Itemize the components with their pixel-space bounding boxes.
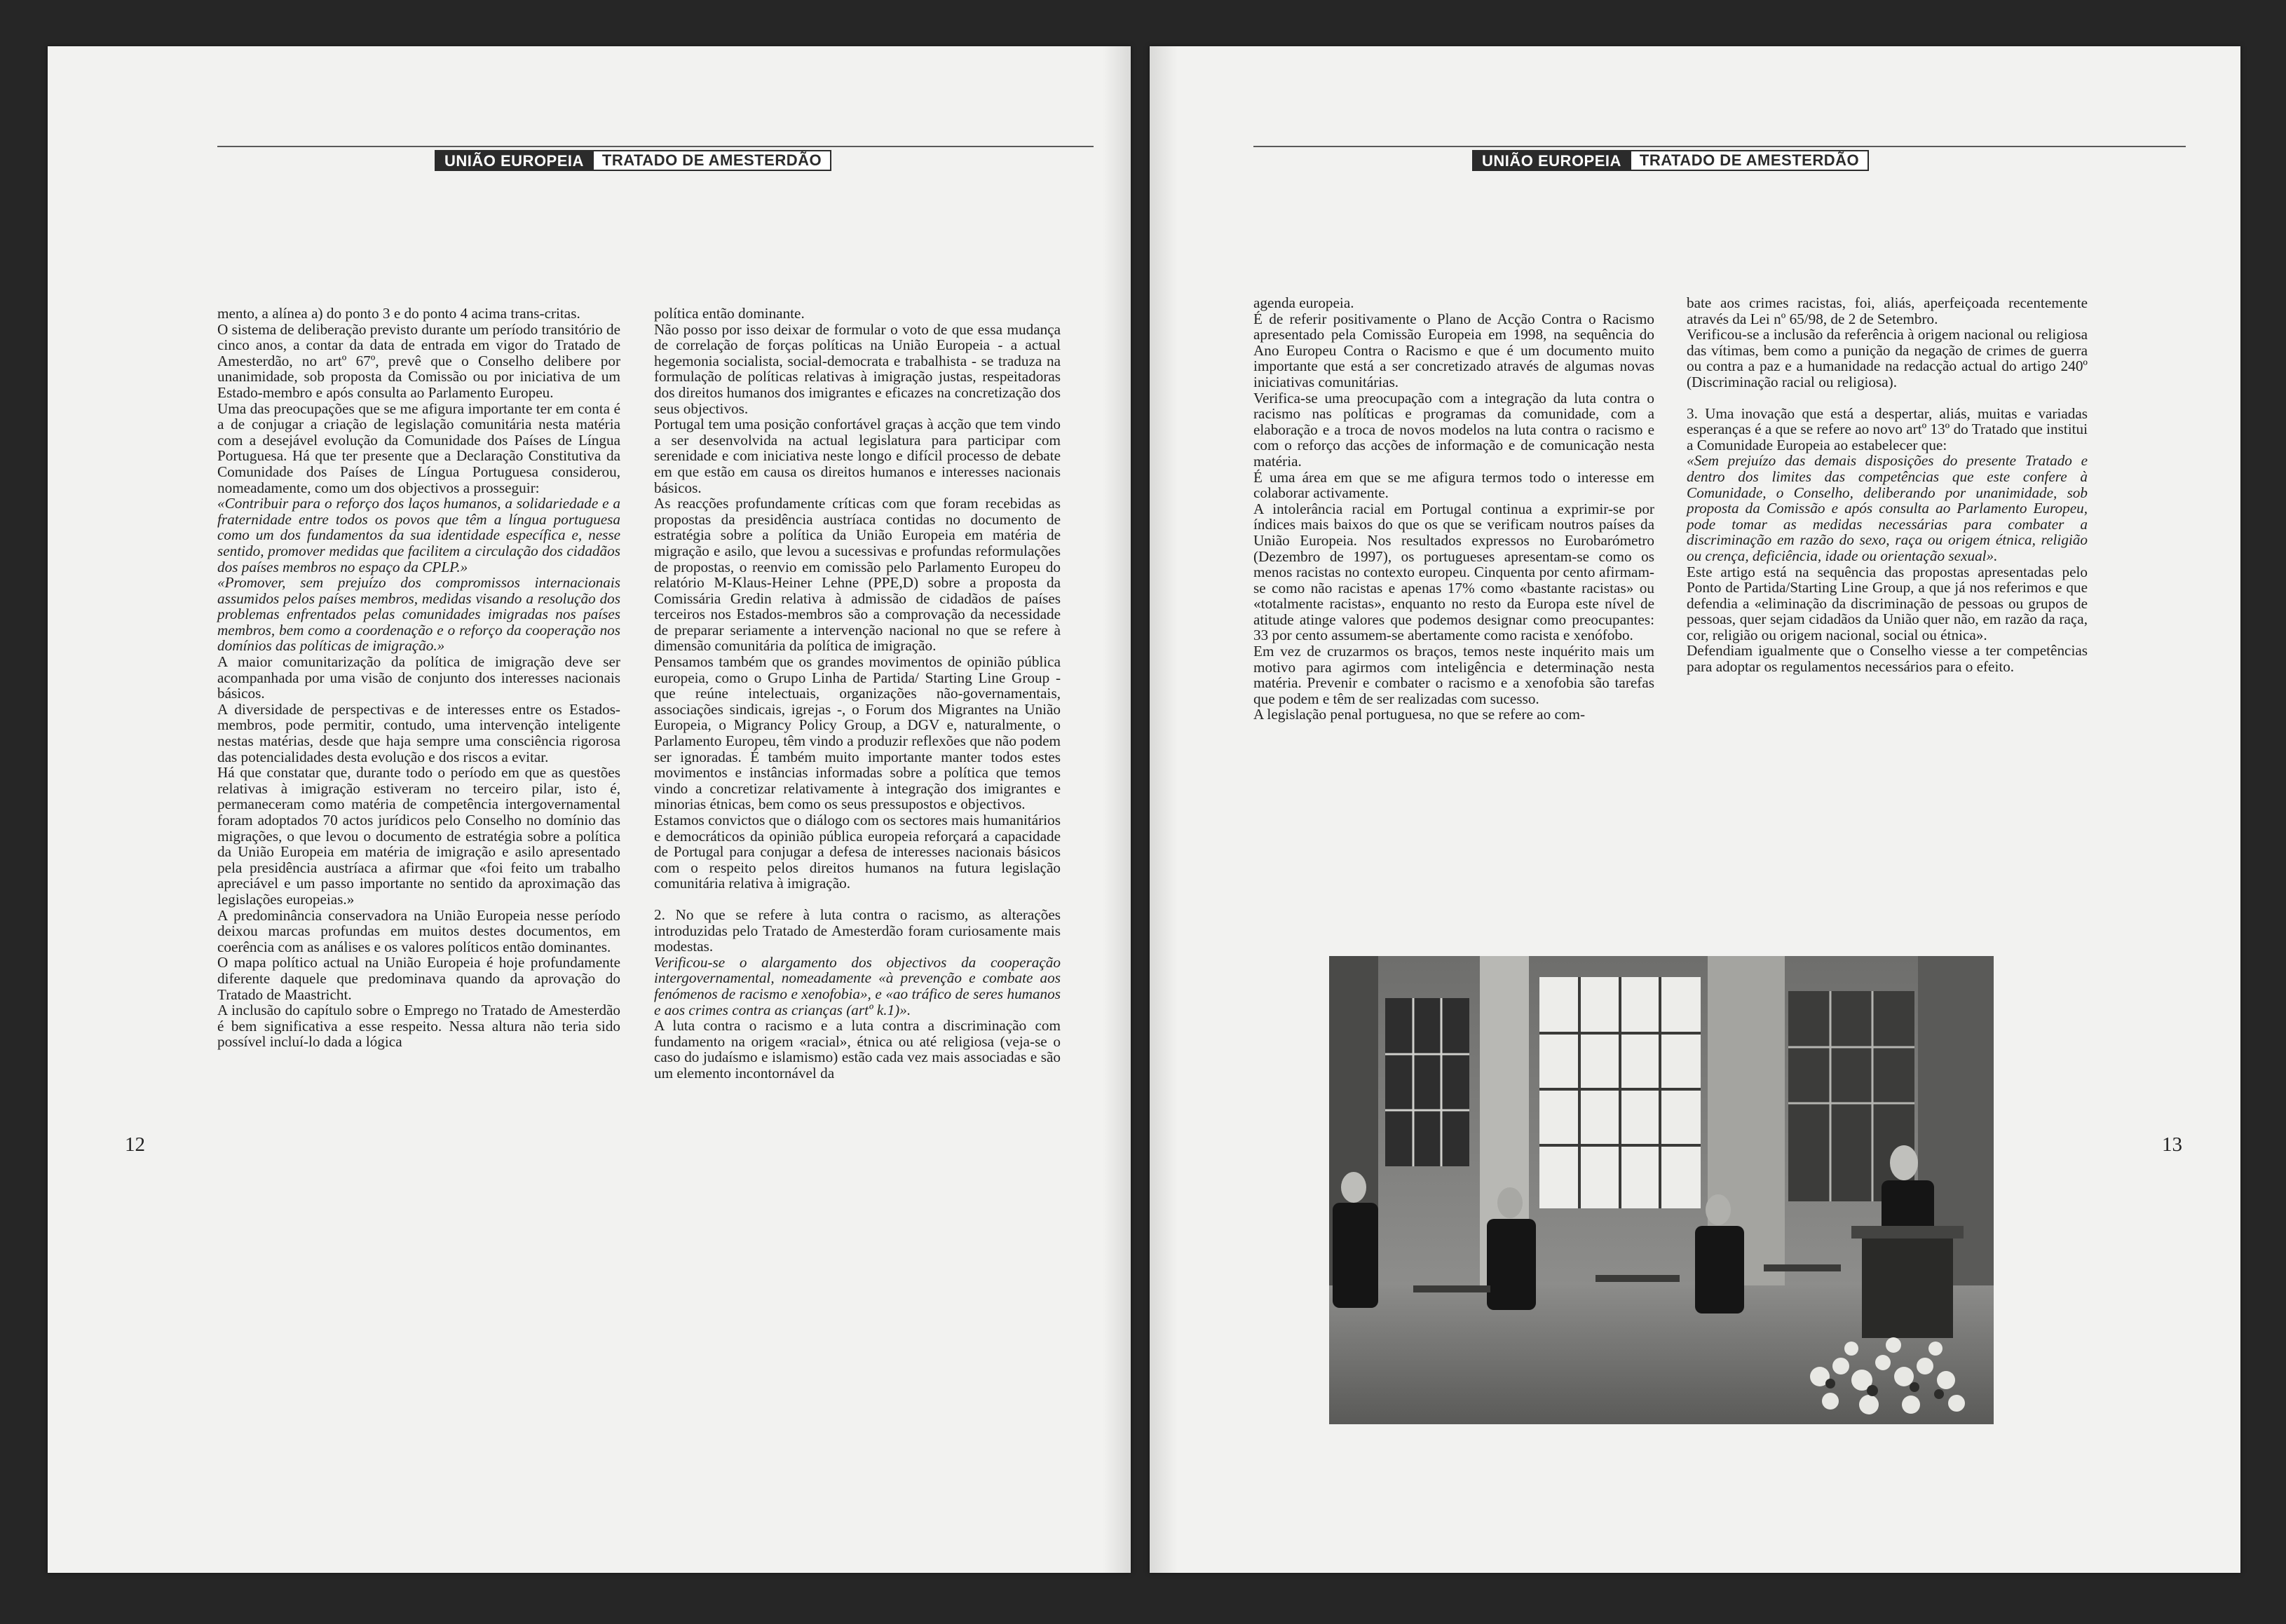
left-column-2 (654, 306, 1061, 1081)
paragraph: «Sem prejuízo das demais disposições do presente Tratado e dentro dos limites das competências que este confere à Comunidade, o Conselho, deliberando por unanimidade, sob proposta da Comissão e após consulta ao Parlamento Europeu, pode tomar as medidas necessárias para combater a discriminação em razão do sexo, raça ou origem étnica, religião ou crença, deficiência, idade ou orientação sexual». (1687, 452, 2088, 564)
paragraph: Portugal tem uma posição confortável graças à acção que tem vindo a ser desenvolvida na actual legislatura para participar com serenidade e com iniciativa neste longo e difícil processo de debate em que estão em causa os direitos humanos e interesses nacionais básicos. (654, 416, 1061, 496)
paragraph: A maior comunitarização da política de imigração deve ser acompanhada por uma visão de conjunto dos interesses nacionais básicos. (217, 653, 620, 702)
paragraph: política então dominante. (654, 305, 805, 322)
running-header (435, 150, 831, 171)
paragraph: Verificou-se a inclusão da referência à origem nacional ou religiosa das vítimas, bem como a punição da negação de crimes de guerra ou contra a paz e a humanidade na redacção actual do artigo 240º (Discriminação racial ou religiosa). (1687, 326, 2088, 390)
paragraph: Defendiam igualmente que o Conselho viesse a ter competências para adoptar os regulamentos necessários para o efeito. (1687, 642, 2088, 676)
paragraph: 2. No que se refere à luta contra o racismo, as alterações introduzidas pelo Tratado de Amesterdão foram curiosamente mais modestas. (654, 906, 1061, 955)
bleed-through (608, 243, 622, 299)
left-column-1 (217, 306, 620, 1050)
left-page (48, 46, 1131, 1573)
paragraph: A inclusão do capítulo sobre o Emprego no Tratado de Amesterdão é bem significativa a esse respeito. Nessa altura não teria sido possível incluí-lo dada a lógica (217, 1002, 620, 1051)
header-section: UNIÃO EUROPEIA (435, 150, 594, 171)
paragraph: Pensamos também que os grandes movimentos de opinião pública europeia, como o Grupo Linha de Partida/ Starting Line Group - que reúne intelectuais, organizações não-governamentais, associações sindicais, igrejas -, o Forum dos Migrantes na União Europeia, o Migrancy Policy Group, a DGV e, naturalmente, o Parlamento Europeu, têm vindo a produzir reflexões que não podem ser ignoradas. É também muito importante manter todos estes movimentos e instâncias informadas sobre a política que temos vindo a concretizar relativamente à integração dos imigrantes e minorias étnicas, bem como os seus pressupostos e objectivos. (654, 653, 1061, 813)
header-rule (1253, 146, 2186, 147)
paragraph: 3. Uma inovação que está a despertar, aliás, muitas e variadas esperanças é a que se refere ao novo artº 13º do Tratado que institui a Comunidade Europeia ao estabelecer que: (1687, 404, 2088, 453)
header-rule (217, 146, 1094, 147)
paragraph: A luta contra o racismo e a luta contra a discriminação com fundamento na origem «racial», étnica ou até religiosa (veja-se o caso do judaísmo e islamismo) estão cada vez mais associadas e são um elemento incontornável da (654, 1017, 1061, 1081)
paragraph: Verificou-se o alargamento dos objectivos da cooperação intergovernamental, nomeadamente «à prevenção e combate aos fenómenos de racismo e xenofobia», e «ao tráfico de seres humanos e aos crimes contra as crianças (artº k.1)». (654, 953, 1061, 1018)
paragraph: Não posso por isso deixar de formular o voto de que essa mudança de correlação de forças políticas na União Europeia - a actual hegemonia socialista, social-democrata e trabalhista - se traduza na formulação de políticas relativas à imigração justas, respeitadoras dos direitos humanos dos imigrantes e eficazes na concretização dos seus objectivos. (654, 320, 1061, 417)
header-topic: TRATADO DE AMESTERDÃO (1631, 150, 1869, 171)
paragraph: mento, a alínea a) do ponto 3 e do ponto 4 acima trans-critas. (217, 305, 580, 322)
paragraph: Em vez de cruzarmos os braços, temos neste inquérito mais um motivo para agirmos com inteligência e determinação nesta matéria. Prevenir e combater o racismo e a xenofobia são tarefas que podem e têm de ser realizadas com sucesso. (1253, 643, 1654, 707)
paragraph: Uma das preocupações que se me afigura importante ter em conta é a de conjugar a criação de legislação comunitária nesta matéria com a desejável evolução da Comunidade dos Países de Língua Portuguesa. Há que ter presente que a Declaração Constitutiva da Comunidade dos Países de Língua Portuguesa considerou, nomeadamente, como um dos objectivos a prosseguir: (217, 400, 620, 496)
paragraph: O sistema de deliberação previsto durante um período transitório de cinco anos, a contar da data de entrada em vigor do Tratado de Amesterdão, no artº 67º, prevê que o Conselho delibere por unanimidade, sob proposta da Comissão ou por iniciativa de um Estado-membro e após consulta ao Parlamento Europeu. (217, 320, 620, 401)
running-header (1472, 150, 1869, 171)
paragraph: A legislação penal portuguesa, no que se refere ao com- (1253, 706, 1585, 723)
right-column-1 (1253, 295, 1654, 723)
photo-illustration (1329, 956, 1994, 1424)
header-topic: TRATADO DE AMESTERDÃO (594, 150, 831, 171)
paragraph: A predominância conservadora na União Europeia nesse período deixou marcas profundas em muitos destes documentos, em coerência com as análises e os valores políticos então dominantes. (217, 906, 620, 955)
paragraph: O mapa político actual na União Europeia é hoje profundamente diferente daquele que predominava quando da aprovação do Tratado de Maastricht. (217, 954, 620, 1003)
spine-shadow (1103, 46, 1131, 1573)
page-number: 13 (2162, 1133, 2182, 1156)
paragraph: «Promover, sem prejuízo dos compromissos internacionais assumidos pelos países membros, medidas visando a resolução dos problemas enfrentados pelas comunidades imigradas nos países membros, bem como a coordenação e o reforço da cooperação nos domínios das políticas de imigração.» (217, 574, 620, 655)
spine-shadow (1150, 46, 1178, 1573)
paragraph: Há que constatar que, durante todo o período em que as questões relativas à imigração estiveram no terceiro pilar, isto é, permaneceram como matéria de competência intergovernamental foram adoptados 70 actos jurídicos pelo Conselho no domínio das migrações, o que levou o documento de estratégia sobre a política da União Europeia em matéria de imigração e asilo apresentado pela presidência austríaca a afirmar que «foi feito um trabalho apreciável e um passo importante no sentido da aproximação das legislações europeias.» (217, 764, 620, 908)
paragraph: É de referir positivamente o Plano de Acção Contra o Racismo apresentado pela Comissão Europeia em 1998, na sequência do Ano Europeu Contra o Racismo e que é um documento muito importante que está a ser concretizado através de algumas novas iniciativas comunitárias. (1253, 310, 1654, 390)
paragraph: bate aos crimes racistas, foi, aliás, aperfeiçoada recentemente através da Lei nº 65/98, de 2 de Setembro. (1687, 294, 2088, 327)
paragraph: As reacções profundamente críticas com que foram recebidas as propostas da presidência austríaca contidas no documento de estratégia sobre a política da União Europeia em matéria de migração e asilo, que levou a sucessivas e profundas reformulações de propostas, o reenvio em comissão pelo Parlamento Europeu do relatório M-Klaus-Heiner Lehne (PPE,D) sobre a proposta da Comissária Gredin relativa à admissão de cidadãos de países terceiros nos Estados-membros são a comprovação da necessidade de preparar seriamente a intervenção nacional no que se refere à dimensão comunitária da política de imigração. (654, 495, 1061, 655)
paragraph: agenda europeia. (1253, 294, 1354, 311)
paragraph: Estamos convictos que o diálogo com os sectores mais humanitários e democráticos da opinião pública europeia reforçará a capacidade de Portugal para conjugar a defesa de interesses nacionais básicos com o respeito pelos direitos humanos na futura legislação comunitária relativa à imigração. (654, 812, 1061, 892)
header-section: UNIÃO EUROPEIA (1472, 150, 1631, 171)
paragraph: Verifica-se uma preocupação com a integração da luta contra o racismo nas políticas e programas da comunidade, com a elaboração e a troca de novos modelos na luta contra o racismo e com o reforço das acções de informação e de comunicação nesta matéria. (1253, 389, 1654, 470)
paragraph: Este artigo está na sequência das propostas apresentadas pelo Ponto de Partida/Starting Line Group, a que já nos referimos e que defendia a «eliminação da discriminação de pessoas ou grupos de pessoas, quer sejam cidadãos da União quer não, em razão da raça, cor, religião ou origem nacional, social ou étnica». (1687, 563, 2088, 643)
paragraph: A diversidade de perspectivas e de interesses entre os Estados-membros, pode permitir, contudo, uma intervenção inteligente nestas matérias, desde que haja sempre uma consciência rigorosa das potencialidades desta evolução e dos riscos a evitar. (217, 700, 620, 765)
paragraph: «Contribuir para o reforço dos laços humanos, a solidariedade e a fraternidade entre todos os povos que têm a língua portuguesa como um dos fundamentos da sua identidade específica e, nesse sentido, promover medidas que facilitem a circulação dos cidadãos dos países membros no espaço da CPLP.» (217, 495, 620, 575)
page-number: 12 (125, 1133, 145, 1156)
right-page (1150, 46, 2240, 1573)
paragraph: A intolerância racial em Portugal continua a exprimir-se por índices mais baixos do que os que se verificam noutros países da União Europeia. Nos resultados expressos no Eurobarómetro (Dezembro de 1997), os portugueses apresentam-se como os menos racistas no contexto europeu. Cinquenta por cento afirmam-se como não racistas e apenas 17% como «bastante racistas» ou «totalmente racistas», enquanto no resto da Europa este nível de atitude atinge valores que podemos designar como preocupantes: 33 por cento assumem-se abertamente como racista e xenófobo. (1253, 500, 1654, 644)
conference-photo (1329, 956, 1994, 1424)
paragraph: É uma área em que se me afigura termos todo o interesse em colaborar activamente. (1253, 468, 1654, 502)
right-column-2 (1687, 295, 2088, 675)
